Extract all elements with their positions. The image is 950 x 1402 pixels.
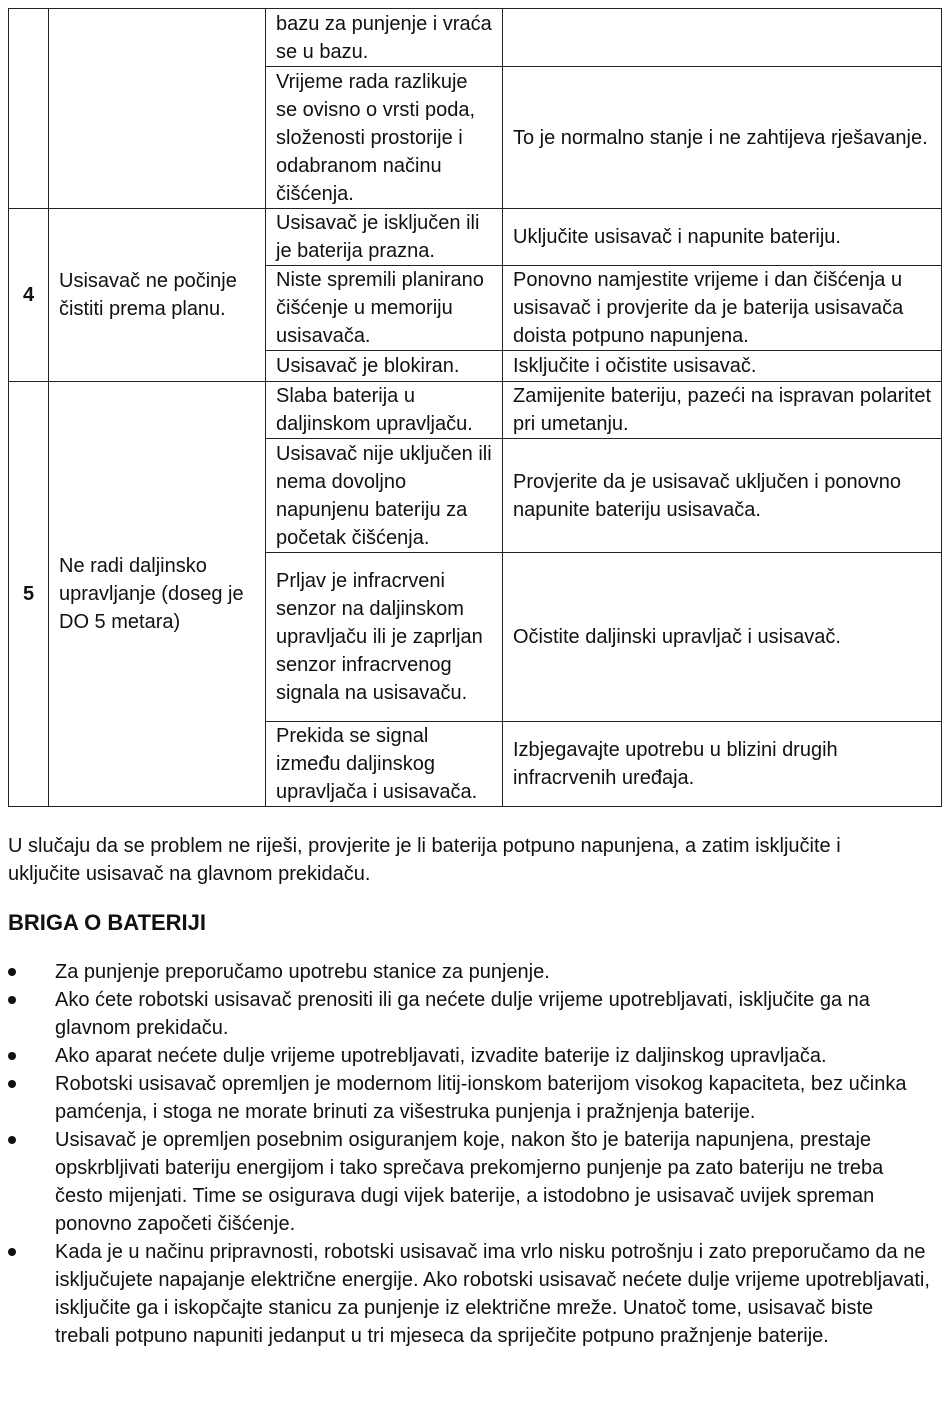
list-item [8,1042,933,1070]
cause-cell: Usisavač je isključen ili je baterija prazna. [266,209,503,266]
list-item-text: Usisavač je opremljen posebnim osiguranjem koje, nakon što je baterija napunjena, prestaje opskrbljivati bateriju energijom i tako sprečava prekomjerno punjenje pa zato bateriju ne treba često mijenjati. Time se osigurava dugi vijek baterije, a istodobno je usisavač uvijek spreman ponovno započeti čišćenje. [55,1129,884,1235]
list-item-text: Kada je u načinu pripravnosti, robotski usisavač ima vrlo nisku potrošnju i zato preporučamo da ne isključujete napajanje električne energije. Ako robotski usisavač nećete dulje vrijeme upotrebljavati, isključite ga i iskopčajte stanicu za punjenje iz električne mreže. Unatoč tome, usisavač biste trebali potpuno napuniti jedanput u tri mjeseca da spriječite potpuno pražnjenje baterije. [55,1241,930,1347]
list-item-text: Robotski usisavač opremljen je modernom litij-ionskom baterijom visokog kapaciteta, bez učinka pamćenja, i stoga ne morate brinuti za višestruka punjenja i pražnjenja baterije. [55,1073,907,1123]
row-number: 4 [9,209,49,382]
list-item [8,958,933,986]
cause-cell: Usisavač nije uključen ili nema dovoljno napunjenu bateriju za početak čišćenja. [266,439,503,553]
cause-cell: Niste spremili planirano čišćenje u memoriju usisavača. [266,266,503,351]
bullet-icon [8,996,16,1004]
list-item [8,986,933,1042]
list-item-text: Ako ćete robotski usisavač prenositi ili ga nećete dulje vrijeme upotrebljavati, isključite ga na glavnom prekidaču. [55,989,870,1039]
cause-cell: Prljav je infracrveni senzor na daljinskom upravljaču ili je zaprljan senzor infracrvenog signala na usisavaču. [266,553,503,722]
list-item [8,1126,933,1238]
fix-cell: Izbjegavajte upotrebu u blizini drugih infracrvenih uređaja. [503,722,942,807]
bullet-icon [8,1248,16,1256]
empty-number-cell [9,9,49,209]
fix-cell: Uključite usisavač i napunite bateriju. [503,209,942,266]
battery-care-list [8,958,933,1350]
fix-cell: Provjerite da je usisavač uključen i ponovno napunite bateriju usisavača. [503,439,942,553]
bullet-icon [8,1080,16,1088]
fix-cell: Očistite daljinski upravljač i usisavač. [503,553,942,722]
fix-cell [503,9,942,67]
fix-cell: Ponovno namjestite vrijeme i dan čišćenja u usisavač i provjerite da je baterija usisavača doista potpuno napunjena. [503,266,942,351]
bullet-icon [8,1052,16,1060]
fix-cell: To je normalno stanje i ne zahtijeva rješavanje. [503,67,942,209]
troubleshooting-note: U slučaju da se problem ne riješi, provjerite je li baterija potpuno napunjena, a zatim isključite i uključite usisavač na glavnom prekidaču. [8,835,841,885]
cause-cell: bazu za punjenje i vraća se u bazu. [266,9,503,67]
section-heading: BRIGA O BATERIJI [8,910,207,935]
table-row [9,9,942,67]
cause-cell: Prekida se signal između daljinskog upravljača i usisavača. [266,722,503,807]
list-item [8,1070,933,1126]
row-number: 5 [9,382,49,807]
troubleshooting-table [8,8,942,807]
list-item-text: Ako aparat nećete dulje vrijeme upotrebljavati, izvadite baterije iz daljinskog upravljača. [55,1045,827,1067]
list-item [8,1238,933,1350]
empty-problem-cell [49,9,266,209]
cause-cell: Slaba baterija u daljinskom upravljaču. [266,382,503,439]
cause-cell: Vrijeme rada razlikuje se ovisno o vrsti poda, složenosti prostorije i odabranom načinu čišćenja. [266,67,503,209]
table-row [9,382,942,439]
problem-cell: Usisavač ne počinje čistiti prema planu. [49,209,266,382]
problem-cell: Ne radi daljinsko upravljanje (doseg je DO 5 metara) [49,382,266,807]
table-row [9,209,942,266]
fix-cell: Zamijenite bateriju, pazeći na ispravan polaritet pri umetanju. [503,382,942,439]
bullet-icon [8,1136,16,1144]
fix-cell: Isključite i očistite usisavač. [503,351,942,382]
list-item-text: Za punjenje preporučamo upotrebu stanice za punjenje. [55,961,550,983]
cause-cell: Usisavač je blokiran. [266,351,503,382]
bullet-icon [8,968,16,976]
